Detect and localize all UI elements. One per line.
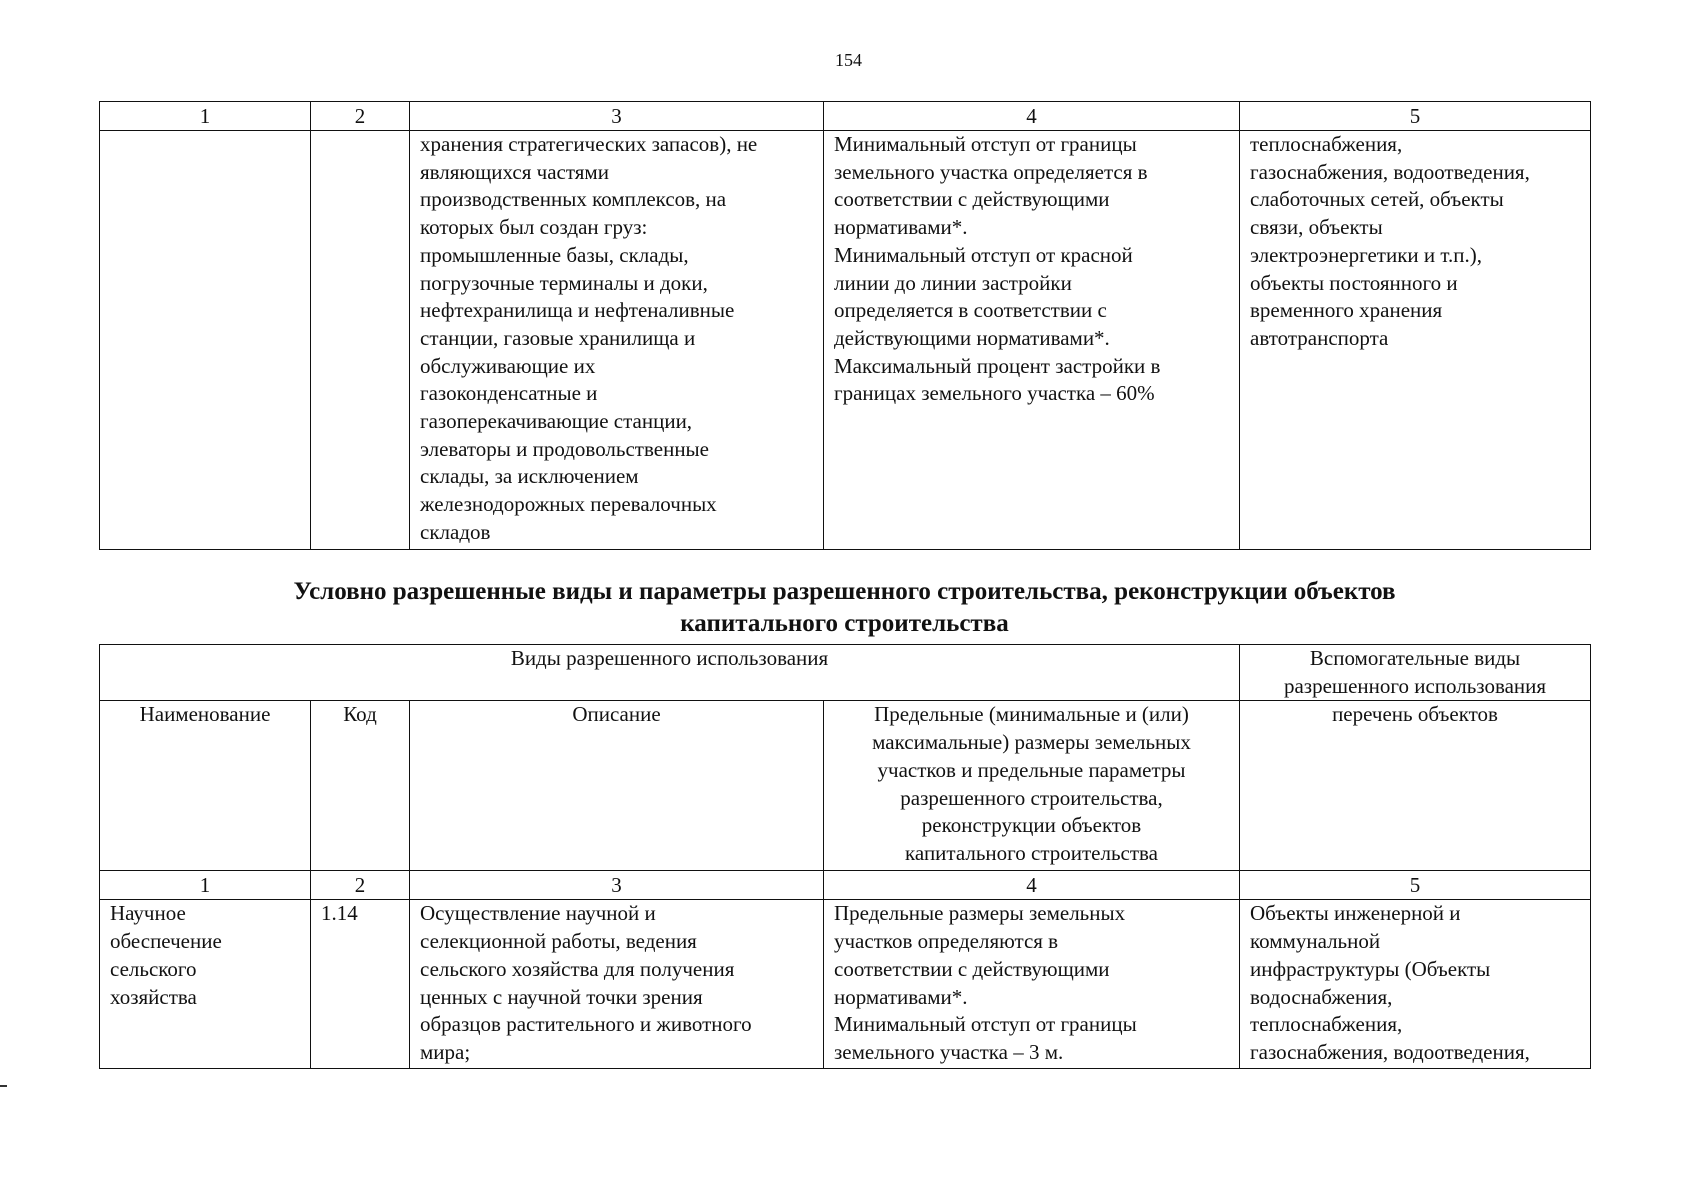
- header-objects: перечень объектов: [1240, 701, 1591, 871]
- header-columns-row: [100, 701, 1591, 871]
- header-code: Код: [311, 701, 410, 871]
- row-auxiliary-cell: Объекты инженерной и коммунальной инфраструктуры (Объекты водоснабжения, теплоснабжения, газоснабжения, водоотведения,: [1240, 900, 1591, 1069]
- header-group-row: [100, 645, 1591, 701]
- col-number-5: 5: [1240, 102, 1591, 131]
- row-parameters-cell: Минимальный отступ от границы земельного участка определяется в соответствии с действующими нормативами*. Минимальный отступ от красной линии до линии застройки определяется в соответствии с действующими нормативами*. Максимальный процент застройки в границах земельного участка – 60%: [824, 131, 1240, 550]
- table-row: [100, 131, 1591, 550]
- row-description-cell: хранения стратегических запасов), не являющихся частями производственных комплексов, на которых был создан груз: промышленные базы, склады, погрузочные терминалы и доки, нефтехранилища и нефтеналивные станции, газовые хранилища и обслуживающие их газоконденсатные и газоперекачивающие станции, элеваторы и продовольственные склады, за исключением железнодорожных перевалочных складов: [410, 131, 824, 550]
- row-code-cell: [311, 131, 410, 550]
- row-parameters-cell: Предельные размеры земельных участков определяются в соответствии с действующими нормативами*. Минимальный отступ от границы земельного участка – 3 м.: [824, 900, 1240, 1069]
- col-number-1: 1: [100, 102, 311, 131]
- conditional-uses-table: [99, 644, 1591, 1069]
- header-parameters: Предельные (минимальные и (или) максимальные) размеры земельных участков и предельные параметры разрешенного строительства, реконструкции объектов капитального строительства: [824, 701, 1240, 871]
- row-name-cell: Научное обеспечение сельского хозяйства: [100, 900, 311, 1069]
- column-number-row: [100, 871, 1591, 900]
- row-auxiliary-cell: теплоснабжения, газоснабжения, водоотведения, слаботочных сетей, объекты связи, объекты электроэнергетики и т.п.), объекты постоянного и временного хранения автотранспорта: [1240, 131, 1591, 550]
- continuation-table: [99, 101, 1591, 550]
- col-number-4: 4: [824, 102, 1240, 131]
- section-title: Условно разрешенные виды и параметры разрешенного строительства, реконструкции объектов капитального строительства: [293, 578, 1396, 637]
- col-number-2: 2: [311, 871, 410, 900]
- table-row: [100, 900, 1591, 1069]
- header-permitted-uses: Виды разрешенного использования: [100, 645, 1240, 701]
- col-number-2: 2: [311, 102, 410, 131]
- col-number-1: 1: [100, 871, 311, 900]
- header-name: Наименование: [100, 701, 311, 871]
- page-number: 154: [835, 50, 862, 70]
- row-code-cell: 1.14: [311, 900, 410, 1069]
- column-number-row: [100, 102, 1591, 131]
- row-description-cell: Осуществление научной и селекционной работы, ведения сельского хозяйства для получения ценных с научной точки зрения образцов растительного и животного мира;: [410, 900, 824, 1069]
- header-auxiliary-uses: Вспомогательные виды разрешенного использования: [1240, 645, 1591, 701]
- margin-dash-mark: [0, 1085, 7, 1087]
- col-number-5: 5: [1240, 871, 1591, 900]
- col-number-4: 4: [824, 871, 1240, 900]
- header-description: Описание: [410, 701, 824, 871]
- col-number-3: 3: [410, 871, 824, 900]
- row-name-cell: [100, 131, 311, 550]
- col-number-3: 3: [410, 102, 824, 131]
